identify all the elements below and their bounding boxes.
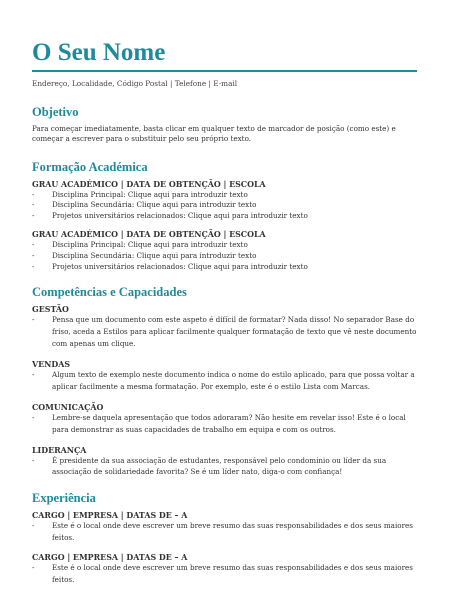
contact-line[interactable]: Endereço, Localidade, Código Postal | Telefone | E-mail — [32, 79, 238, 88]
bullet-dash-icon: - — [32, 240, 35, 250]
formacao-group — [32, 230, 417, 272]
job-group-heading[interactable]: CARGO | EMPRESA | DATAS DE – A — [32, 553, 188, 563]
skill-group — [32, 305, 417, 350]
bullet-dash-icon: - — [32, 521, 35, 531]
list-item[interactable]: - Projetos universitários relacionados: Clique aqui para introduzir texto — [32, 261, 308, 271]
section-title-competencias[interactable]: Competências e Capacidades — [32, 285, 187, 300]
skill-list — [32, 412, 417, 436]
bullet-dash-icon: - — [32, 455, 35, 465]
bullet-dash-icon: - — [32, 315, 35, 325]
list-item[interactable]: - Pensa que um documento com este aspeto é difícil de formatar? Nada disso! No separador Base do friso, aceda a Estilos para aplicar facilmente qualquer formatação de texto que vê neste documento com apenas um clique. — [32, 315, 417, 348]
formacao-group — [32, 180, 417, 222]
skill-list — [32, 369, 417, 393]
skill-list — [32, 314, 417, 350]
bullet-dash-icon: - — [32, 189, 35, 199]
list-item[interactable]: - Disciplina Secundária: Clique aqui para introduzir texto — [32, 250, 257, 260]
bullet-dash-icon: - — [32, 412, 35, 422]
formacao-group-heading[interactable]: GRAU ACADÉMICO | DATA DE OBTENÇÃO | ESCOLA — [32, 230, 266, 240]
skill-list — [32, 455, 417, 479]
list-item[interactable]: - Lembre-se daquela apresentação que todos adoraram? Não hesite em revelar isso! Este é o local para demonstrar as suas capacidades de trabalho em equipa e com os outros. — [32, 412, 406, 434]
list-item[interactable]: - É presidente da sua associação de estudantes, responsável pelo condomínio ou líder da sua associação de solidariedade favorita? Se é um líder nato, diga-o com confiança! — [32, 455, 387, 477]
bullet-dash-icon: - — [32, 369, 35, 379]
skill-group-heading[interactable]: GESTÃO — [32, 305, 69, 315]
objetivo-text[interactable]: Para começar imediatamente, basta clicar em qualquer texto de marcador de posição (como este) e começar a escrever para o substituir pelo seu próprio texto. — [32, 124, 396, 144]
section-title-experiencia[interactable]: Experiência — [32, 491, 96, 506]
list-item[interactable]: - Algum texto de exemplo neste documento indica o nome do estilo aplicado, para que possa voltar a aplicar facilmente a mesma formatação. Por exemplo, este é o estilo Lista com Marcas. — [32, 369, 415, 391]
formacao-list — [32, 190, 417, 222]
title-rule — [32, 70, 417, 72]
bullet-dash-icon: - — [32, 200, 35, 210]
skill-group-heading[interactable]: LIDERANÇA — [32, 445, 87, 455]
skill-group-heading[interactable]: VENDAS — [32, 359, 71, 369]
section-title-formacao[interactable]: Formação Académica — [32, 159, 148, 174]
job-group-heading[interactable]: CARGO | EMPRESA | DATAS DE – A — [32, 511, 188, 521]
skill-group — [32, 360, 417, 393]
list-item[interactable]: - Projetos universitários relacionados: Clique aqui para introduzir texto — [32, 210, 308, 220]
job-list — [32, 562, 417, 586]
formacao-list — [32, 240, 417, 272]
list-item[interactable]: - Disciplina Secundária: Clique aqui para introduzir texto — [32, 200, 257, 210]
formacao-group-heading[interactable]: GRAU ACADÉMICO | DATA DE OBTENÇÃO | ESCOLA — [32, 179, 266, 189]
list-item[interactable]: - Disciplina Principal: Clique aqui para introduzir texto — [32, 189, 248, 199]
list-item[interactable]: - Este é o local onde deve escrever um breve resumo das suas responsabilidades e dos seus maiores feitos. — [32, 521, 413, 543]
job-group — [32, 511, 417, 544]
bullet-dash-icon: - — [32, 261, 35, 271]
resume-name[interactable]: O Seu Nome — [32, 39, 166, 66]
section-title-objetivo[interactable]: Objetivo — [32, 105, 79, 119]
list-item[interactable]: - Este é o local onde deve escrever um breve resumo das suas responsabilidades e dos seus maiores feitos. — [32, 563, 413, 585]
skill-group — [32, 403, 417, 436]
list-item[interactable]: - Disciplina Principal: Clique aqui para introduzir texto — [32, 240, 248, 250]
job-group — [32, 553, 417, 586]
bullet-dash-icon: - — [32, 210, 35, 220]
skill-group — [32, 446, 417, 479]
skill-group-heading[interactable]: COMUNICAÇÃO — [32, 402, 104, 412]
bullet-dash-icon: - — [32, 563, 35, 573]
bullet-dash-icon: - — [32, 250, 35, 260]
job-list — [32, 520, 417, 544]
